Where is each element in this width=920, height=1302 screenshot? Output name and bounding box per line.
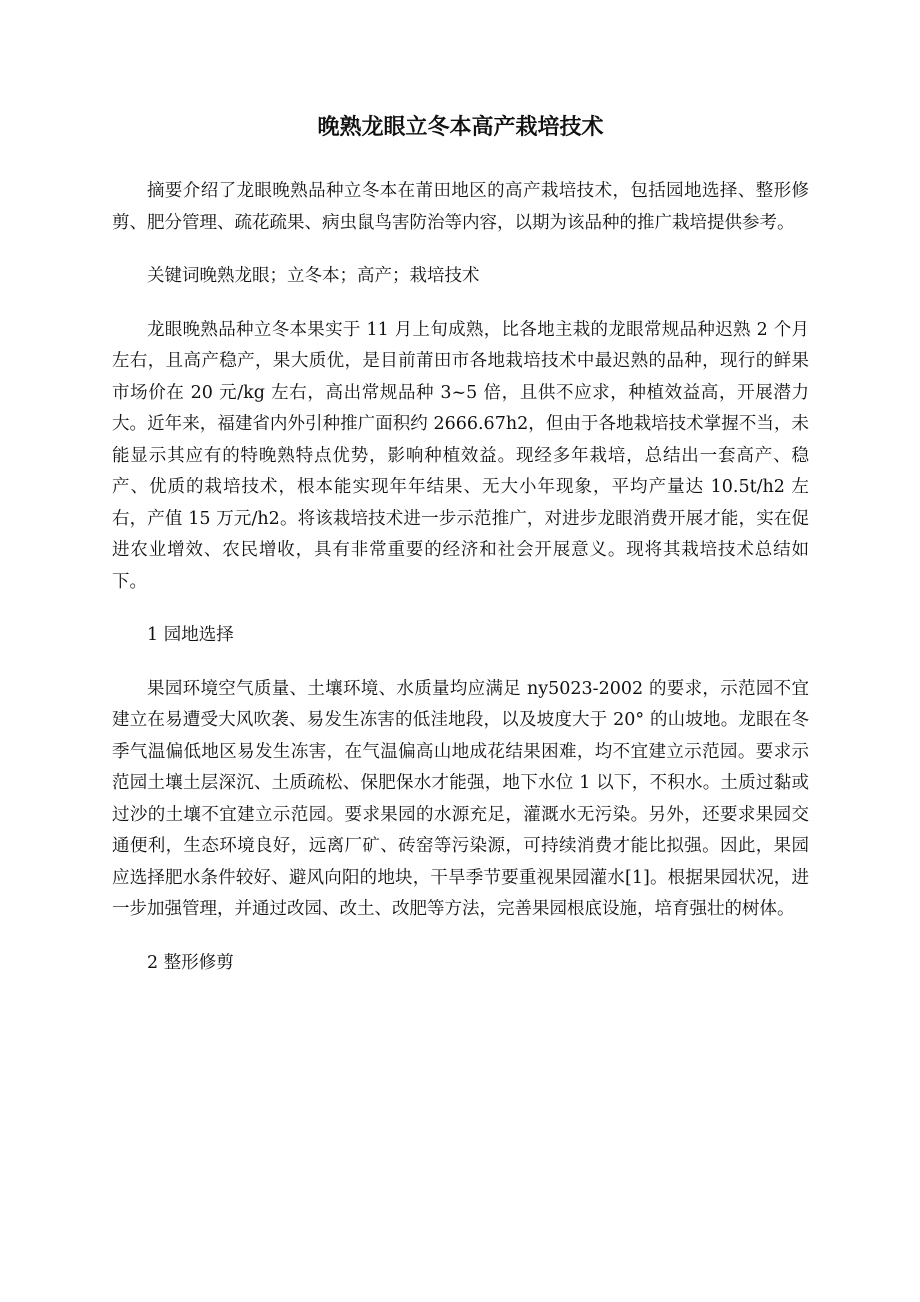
abstract-paragraph: 摘要介绍了龙眼晚熟品种立冬本在莆田地区的高产栽培技术，包括园地选择、整形修剪、肥分管理、疏花疏果、病虫鼠鸟害防治等内容，以期为该品种的推广栽培提供参考。	[112, 181, 809, 233]
intro-paragraph: 龙眼晚熟品种立冬本果实于 11 月上旬成熟，比各地主栽的龙眼常规品种迟熟 2 个月左右，且高产稳产，果大质优，是目前莆田市各地栽培技术中最迟熟的品种，现行的鲜果市场价在 20 元/kg 左右，高出常规品种 3~5 倍，且供不应求，种植效益高，开展潜力大。近年来，福建省内外引种推广面积约 2666.67h2，但由于各地栽培技术掌握不当，未能显示其应有的特晚熟特点优势，影响种植效益。现经多年栽培，总结出一套高产、稳产、优质的栽培技术，根本能实现年年结果、无大小年现象，平均产量达 10.5t/h2 左右，产值 15 万元/h2。将该栽培技术进一步示范推广，对进步龙眼消费开展才能，实在促进农业增效、农民增收，具有非常重要的经济和社会开展意义。现将其栽培技术总结如下。	[112, 319, 809, 592]
keywords-line: 关键词晚熟龙眼；立冬本；高产；栽培技术	[147, 266, 480, 286]
section-2-heading: 2 整形修剪	[147, 952, 234, 973]
document-title: 晚熟龙眼立冬本高产栽培技术	[317, 115, 604, 140]
section-1-heading: 1 园地选择	[147, 625, 234, 645]
section-1-paragraph: 果园环境空气质量、土壤环境、水质量均应满足 ny5023-2002 的要求，示范园不宜建立在易遭受大风吹袭、易发生冻害的低洼地段，以及坡度大于 20° 的山坡地。龙眼在冬季气温偏低地区易发生冻害，在气温偏高山地成花结果困难，均不宜建立示范园。要求示范园土壤土层深沉、土质疏松、保肥保水才能强，地下水位 1 以下，不积水。土质过黏或过沙的土壤不宜建立示范园。要求果园的水源充足，灌溉水无污染。另外，还要求果园交通便利，生态环境良好，远离厂矿、砖窑等污染源，可持续消费才能比拟强。因此，果园应选择肥水条件较好、避风向阳的地块，干旱季节要重视果园灌水[1]。根据果园状况，进一步加强管理，并通过改园、改土、改肥等方法，完善果园根底设施，培育强壮的树体。	[112, 678, 809, 919]
